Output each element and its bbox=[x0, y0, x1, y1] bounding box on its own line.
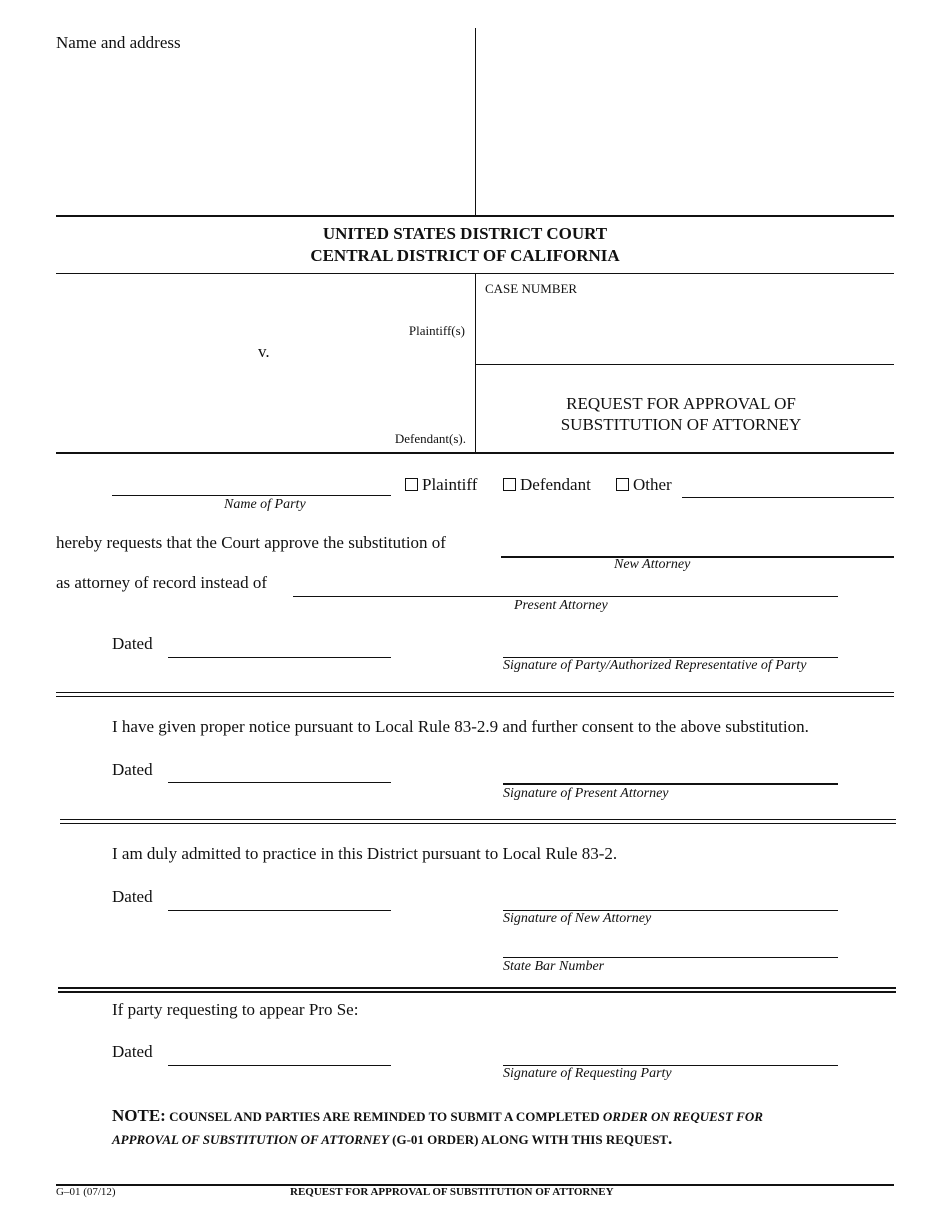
instead-text: as attorney of record instead of bbox=[56, 573, 267, 592]
checkbox-other[interactable] bbox=[616, 475, 672, 495]
name-of-party-line[interactable] bbox=[112, 495, 391, 496]
dated-label-4: Dated bbox=[112, 1042, 153, 1061]
checkbox-defendant-label: Defendant bbox=[520, 475, 591, 494]
signature-requesting-party-label: Signature of Requesting Party bbox=[503, 1066, 672, 1081]
versus-label: v. bbox=[258, 342, 270, 361]
section1-double-rule-top bbox=[56, 692, 894, 693]
section3-double-rule-bottom bbox=[58, 991, 896, 993]
note-italic2: APPROVAL OF SUBSTITUTION OF ATTORNEY bbox=[112, 1132, 389, 1147]
dated-line-4[interactable] bbox=[168, 1065, 391, 1066]
other-specify-line[interactable] bbox=[682, 497, 894, 498]
signature-present-attorney-label: Signature of Present Attorney bbox=[503, 786, 669, 801]
present-attorney-label: Present Attorney bbox=[514, 598, 608, 613]
present-attorney-line[interactable] bbox=[293, 596, 838, 597]
caption-bottom-rule bbox=[56, 452, 894, 454]
form-title-line2: SUBSTITUTION OF ATTORNEY bbox=[560, 415, 802, 434]
note-part1: COUNSEL AND PARTIES ARE REMINDED TO SUBMIT A COMPLETED bbox=[169, 1109, 600, 1124]
checkbox-defendant[interactable] bbox=[503, 475, 591, 495]
admitted-text: I am duly admitted to practice in this District pursuant to Local Rule 83-2. bbox=[112, 844, 618, 863]
dated-label-1: Dated bbox=[112, 634, 153, 653]
signature-new-attorney-label: Signature of New Attorney bbox=[503, 911, 652, 926]
court-line1: UNITED STATES DISTRICT COURT bbox=[322, 224, 608, 243]
section1-double-rule-bottom bbox=[56, 696, 894, 697]
case-number-label: CASE NUMBER bbox=[485, 281, 578, 296]
case-number-field[interactable] bbox=[485, 300, 885, 358]
new-attorney-line[interactable] bbox=[501, 556, 894, 558]
defendants-label: Defendant(s). bbox=[394, 431, 466, 446]
note-italic1: ORDER ON REQUEST FOR bbox=[602, 1109, 763, 1124]
checkbox-other-box[interactable] bbox=[616, 478, 629, 491]
section2-double-rule-bottom bbox=[60, 823, 896, 824]
dated-line-3[interactable] bbox=[168, 910, 391, 911]
hereby-text: hereby requests that the Court approve the substitution of bbox=[56, 533, 446, 552]
signature-present-attorney-line[interactable] bbox=[503, 783, 838, 785]
header-bottom-rule bbox=[56, 215, 894, 217]
checkbox-plaintiff-box[interactable] bbox=[405, 478, 418, 491]
section3-double-rule-top bbox=[58, 987, 896, 989]
checkbox-plaintiff-label: Plaintiff bbox=[422, 475, 478, 494]
header-divider bbox=[475, 28, 476, 216]
state-bar-line[interactable] bbox=[503, 957, 838, 958]
dated-label-3: Dated bbox=[112, 887, 153, 906]
note-part2: (G-01 ORDER) ALONG WITH THIS REQUEST bbox=[392, 1132, 668, 1147]
court-line2: CENTRAL DISTRICT OF CALIFORNIA bbox=[310, 246, 620, 265]
note-block bbox=[112, 1105, 872, 1151]
checkbox-plaintiff[interactable] bbox=[405, 475, 477, 495]
name-of-party-label: Name of Party bbox=[224, 497, 306, 512]
state-bar-label: State Bar Number bbox=[503, 959, 605, 974]
name-address-label: Name and address bbox=[56, 33, 181, 52]
form-title-line1: REQUEST FOR APPROVAL OF bbox=[566, 394, 796, 413]
pro-se-text: If party requesting to appear Pro Se: bbox=[112, 1000, 359, 1019]
dated-label-2: Dated bbox=[112, 760, 153, 779]
notice-text: I have given proper notice pursuant to Local Rule 83-2.9 and further consent to the above substitution. bbox=[112, 717, 809, 736]
section2-double-rule-top bbox=[60, 819, 896, 820]
new-attorney-label: New Attorney bbox=[614, 557, 691, 572]
checkbox-other-label: Other bbox=[633, 475, 672, 494]
note-label: NOTE: bbox=[112, 1106, 166, 1125]
plaintiffs-label: Plaintiff(s) bbox=[408, 323, 465, 338]
checkbox-defendant-box[interactable] bbox=[503, 478, 516, 491]
clerk-stamp-area bbox=[482, 30, 892, 210]
note-period: . bbox=[667, 1129, 673, 1148]
name-address-field[interactable] bbox=[56, 60, 466, 210]
dated-line-2[interactable] bbox=[168, 782, 391, 783]
case-number-rule bbox=[476, 364, 894, 365]
signature-party-label: Signature of Party/Authorized Representative of Party bbox=[503, 658, 807, 673]
form-number: G–01 (07/12) bbox=[56, 1186, 116, 1198]
footer-form-title: REQUEST FOR APPROVAL OF SUBSTITUTION OF ATTORNEY bbox=[290, 1186, 614, 1198]
dated-line-1[interactable] bbox=[168, 657, 391, 658]
